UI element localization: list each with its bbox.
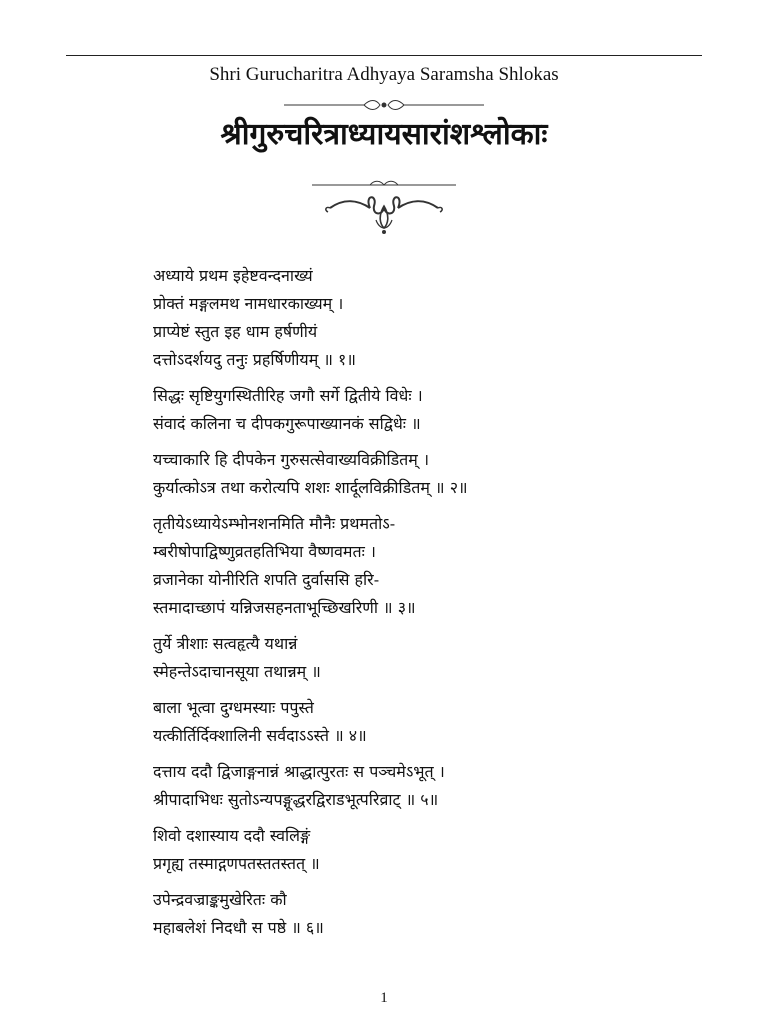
verse [153,630,673,686]
verse [153,510,673,622]
top-rule [66,55,702,56]
page-number: 1 [380,990,388,1006]
small-ornament-divider [280,98,488,112]
verse [153,262,673,374]
verse-line: शिवो दशास्याय ददौ स्वलिङ्गं [153,826,311,845]
header-title: Shri Gurucharitra Adhyaya Saramsha Shlokas [209,64,559,85]
verse-line: म्बरीषोपाद्विष्णुव्रतहतिभिया वैष्णवमतः । [153,542,376,561]
verse-line: स्मेहन्तेऽदाचानसूया तथान्नम् ॥ [153,662,321,681]
verse-line: कुर्यात्कोऽत्र तथा करोत्यपि शशः शार्दूलविक्रीडितम् ॥ २॥ [153,478,468,497]
verse-line: प्रगृह्य तस्माद्गणपतस्ततस्तत् ॥ [153,854,320,873]
verses [153,262,673,950]
verse-line: तृतीयेऽध्यायेऽम्भोनशनमिति मौनैः प्रथमतोऽ- [153,514,396,533]
verse [153,446,673,502]
verse [153,694,673,750]
verse-line: उपेन्द्रवज्राङ्कमुखेरितः कौ [153,890,287,909]
verse-line: यत्कीर्तिर्दिक्शालिनी सर्वदाऽऽस्ते ॥ ४॥ [153,726,367,745]
verse [153,758,673,814]
verse-line: दत्ताय ददौ द्विजाङ्गनान्नं श्राद्धात्पुरतः स पञ्चमेऽभूत् । [153,762,445,781]
main-title: श्रीगुरुचरित्राध्यायसारांशश्लोकाः [220,117,548,152]
verse [153,382,673,438]
verse-line: दत्तोऽदर्शयदु तनुः प्रहर्षिणीयम् ॥ १॥ [153,350,356,369]
verse-line: प्राप्येष्टं स्तुत इह धाम हर्षणीयं [153,322,318,341]
verse-line: संवादं कलिना च दीपकगुरूपाख्यानकं सद्विधेः ॥ [153,414,421,433]
verse-line: बाला भूत्वा दुग्धमस्याः पपुस्ते [153,698,314,717]
verse-line: तुर्ये त्रीशाः सत्वहृत्यै यथान्नं [153,634,298,653]
verse-line: श्रीपादाभिधः सुतोऽन्यपङ्गूद्धरद्विराडभूत्परिव्राट् ॥ ५॥ [153,790,439,809]
ornament-flourish-icon [300,176,468,236]
verse-line: महाबलेशं निदधौ स पष्ठे ॥ ६॥ [153,918,324,937]
verse-line: अध्याये प्रथम इहेष्टवन्दनाख्यं [153,266,313,285]
verse-line: यच्चाकारि हि दीपकेन गुरुसत्सेवाख्यविक्रीडितम् । [153,450,430,469]
verse-line: स्तमादाच्छापं यन्निजसहनताभूच्छिखरिणी ॥ ३॥ [153,598,416,617]
verse-line: प्रोक्तं मङ्गलमथ नामधारकाख्यम् । [153,294,344,313]
verse-line: सिद्धः सृष्टियुगस्थितीरिह जगौ सर्गे द्वितीये विधेः । [153,386,423,405]
verse [153,886,673,942]
verse-line: व्रजानेका योनीरिति शपति दुर्वाससि हरि- [153,570,380,589]
verse [153,822,673,878]
